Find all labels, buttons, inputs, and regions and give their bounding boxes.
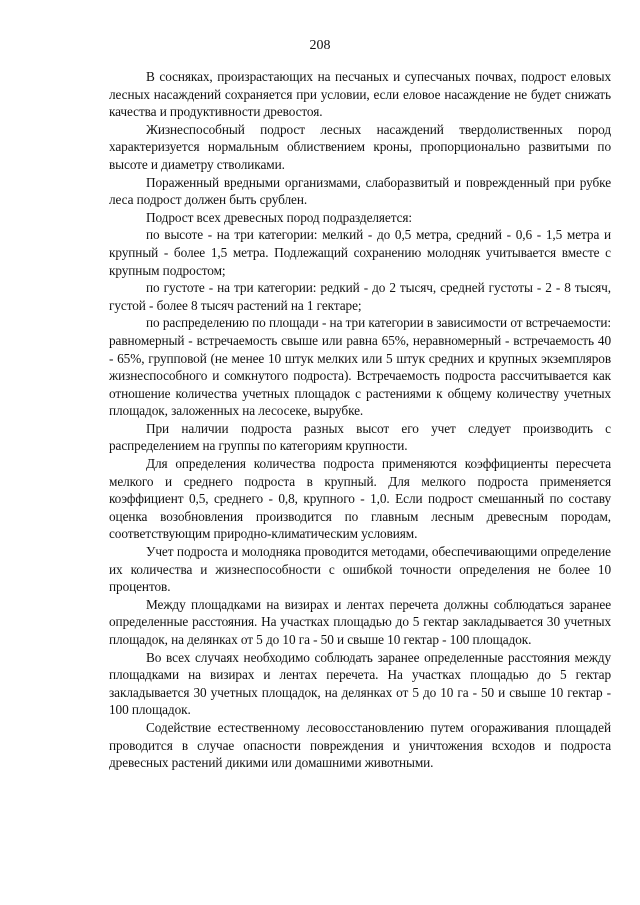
paragraph-by-height: по высоте - на три категории: мелкий - до 0,5 метра, средний - 0,6 - 1,5 метра и крупный - более 1,5 метра. Подлежащий сохранению молодняк учитывается вместе с крупным подростом; — [109, 227, 611, 278]
paragraph-damaged-undergrowth: Пораженный вредными организмами, слаборазвитый и поврежденный при рубке леса подрост должен быть срублен. — [109, 174, 611, 208]
paragraph-plot-distances: Между площадками на визирах и лентах перечета должны соблюдаться заранее определенные расстояния. На участках площадью до 5 гектар закладывается 30 учетных площадок, на делянках от 5 до 10 га - 50 и свыше 10 гектар - 100 площадок. — [109, 596, 611, 647]
paragraph-different-heights: При наличии подроста разных высот его учет следует производить с распределением на группы по категориям крупности. — [109, 420, 611, 454]
paragraph-accounting-methods: Учет подроста и молодняка проводится методами, обеспечивающими определение их количества и жизнеспособности с ошибкой точности определения не более 10 процентов. — [109, 544, 611, 595]
paragraph-by-distribution: по распределению по площади - на три категории в зависимости от встречаемости: равномерный - встречаемость свыше или равна 65%, неравномерный - встречаемость 40 - 65%, групповой (не менее 10 штук мелких или 5 штук средних и крупных экземпляров жизнеспособного и сомкнутого подроста). Встречаемость подроста рассчитывается как отношение количества учетных площадок с растениями к общему количеству учетных площадок, заложенных на лесосеке, вырубке. — [109, 315, 611, 419]
page-body — [109, 68, 611, 772]
paragraph-coefficients: Для определения количества подроста применяются коэффициенты пересчета мелкого и среднего подроста в крупный. Для мелкого подроста применяется коэффициент 0,5, среднего - 0,8, крупного - 1,0. Если подрост смешанный по составу оценка возобновления производится по главным лесным древесным породам, соответствующим природно-климатическим условиям. — [109, 456, 611, 542]
paragraph-pine-forests: В сосняках, произрастающих на песчаных и супесчаных почвах, подрост еловых лесных насаждений сохраняется при условии, если еловое насаждение не будет снижать качества и продуктивности древостоя. — [109, 69, 611, 120]
paragraph-plot-distances-repeat: Во всех случаях необходимо соблюдать заранее определенные расстояния между площадками на визирах и лентах перечета. На участках площадью до 5 гектар закладывается 30 учетных площадок, на делянках от 5 до 10 га - 50 и свыше 10 гектар - 100 площадок. — [109, 649, 611, 718]
paragraph-viable-undergrowth: Жизнеспособный подрост лесных насаждений твердолиственных пород характеризуется нормальным облиствением кроны, пропорционально развитыми по высоте и диаметру стволиками. — [109, 121, 611, 172]
paragraph-fencing: Содействие естественному лесовосстановлению путем огораживания площадей проводится в случае опасности повреждения и уничтожения всходов и подроста древесных растений дикими или домашними животными. — [109, 719, 611, 771]
paragraph-classification-intro: Подрост всех древесных пород подразделяется: — [146, 209, 413, 225]
paragraph-by-density: по густоте - на три категории: редкий - до 2 тысяч, средней густоты - 2 - 8 тысяч, густой - более 8 тысяч растений на 1 гектаре; — [109, 280, 611, 313]
page-number: 208 — [309, 38, 331, 53]
